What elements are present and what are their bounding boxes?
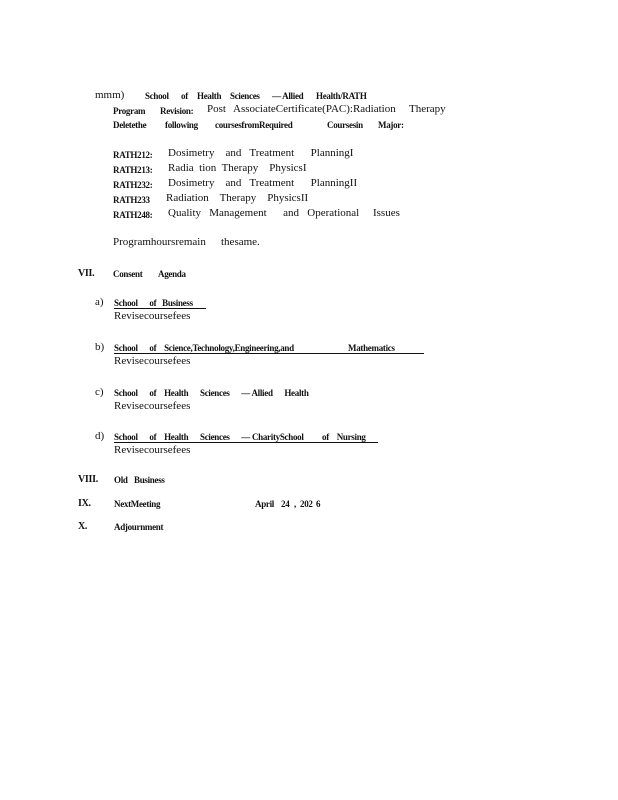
item-description: Revisecoursefees xyxy=(114,310,191,322)
course-code: RATH232: xyxy=(113,180,153,190)
major-word: Major: xyxy=(378,120,404,130)
course-code: RATH233 xyxy=(113,195,150,205)
meeting-year: 202 xyxy=(300,499,313,509)
school-name: School of Health Sciences — Allied Health xyxy=(114,388,309,398)
of-word: of xyxy=(181,91,188,101)
dept-word: — Allied xyxy=(272,91,304,101)
section-number: X. xyxy=(78,521,88,532)
coursesin-word: Coursesin xyxy=(327,120,363,130)
course-code: RATH212: xyxy=(113,150,153,160)
consent-word: Consent xyxy=(113,269,143,279)
dept2-word: Health/RATH xyxy=(316,91,367,101)
school-name-cont: of Nursing xyxy=(322,432,366,442)
next-meeting-label: NextMeeting xyxy=(114,499,161,509)
item-letter: a) xyxy=(95,296,104,308)
item-description: Revisecoursefees xyxy=(114,355,191,367)
course-title: Quality Management and Operational Issues xyxy=(168,207,400,219)
course-code: RATH248: xyxy=(113,210,153,220)
program-label: Program xyxy=(113,106,146,116)
same-text: thesame. xyxy=(221,236,260,248)
agenda-word: Agenda xyxy=(158,269,186,279)
course-title: Dosimetry and Treatment PlanningI xyxy=(168,147,354,159)
meeting-day: 24 xyxy=(281,499,290,509)
section-number: VII. xyxy=(78,268,95,279)
adjournment-word: Adjournment xyxy=(114,522,164,532)
item-letter: b) xyxy=(95,341,105,353)
therapy-word: Therapy xyxy=(409,103,446,115)
section-number: IX. xyxy=(78,498,91,509)
meeting-year-digit: 6 xyxy=(316,499,321,509)
meeting-month: April xyxy=(255,499,275,509)
school-name: School of Science,Technology,Engineering,and xyxy=(114,343,424,354)
course-title: Radia tion Therapy PhysicsI xyxy=(168,162,307,174)
revision-label: Revision: xyxy=(160,106,194,116)
course-title: Dosimetry and Treatment PlanningII xyxy=(168,177,358,189)
school-name: School of Health Sciences — CharitySchool xyxy=(114,432,378,443)
old-word: Old xyxy=(114,475,128,485)
delete-word: Deletethe xyxy=(113,120,147,130)
courses-from-word: coursesfromRequired xyxy=(215,120,293,130)
course-code: RATH213: xyxy=(113,165,153,175)
item-letter: c) xyxy=(95,386,104,398)
section-number: VIII. xyxy=(78,474,98,485)
sciences-word: Sciences xyxy=(230,91,260,101)
course-title: Radiation Therapy PhysicsII xyxy=(166,192,309,204)
item-description: Revisecoursefees xyxy=(114,444,191,456)
school-word: School xyxy=(145,91,169,101)
business-word: Business xyxy=(134,475,165,485)
certificate-text: AssociateCertificate(PAC):Radiation xyxy=(233,103,396,115)
school-name: School of Business xyxy=(114,298,205,308)
item-letter: d) xyxy=(95,430,105,442)
following-word: following xyxy=(165,120,198,130)
item-prefix: mmm) xyxy=(95,89,125,101)
item-description: Revisecoursefees xyxy=(114,400,191,412)
post-word: Post xyxy=(207,103,226,115)
health-word: Health xyxy=(197,91,222,101)
program-hours-text: Programhoursremain xyxy=(113,236,206,248)
meeting-comma: , xyxy=(294,499,296,509)
school-name-cont: Mathematics xyxy=(348,343,395,353)
